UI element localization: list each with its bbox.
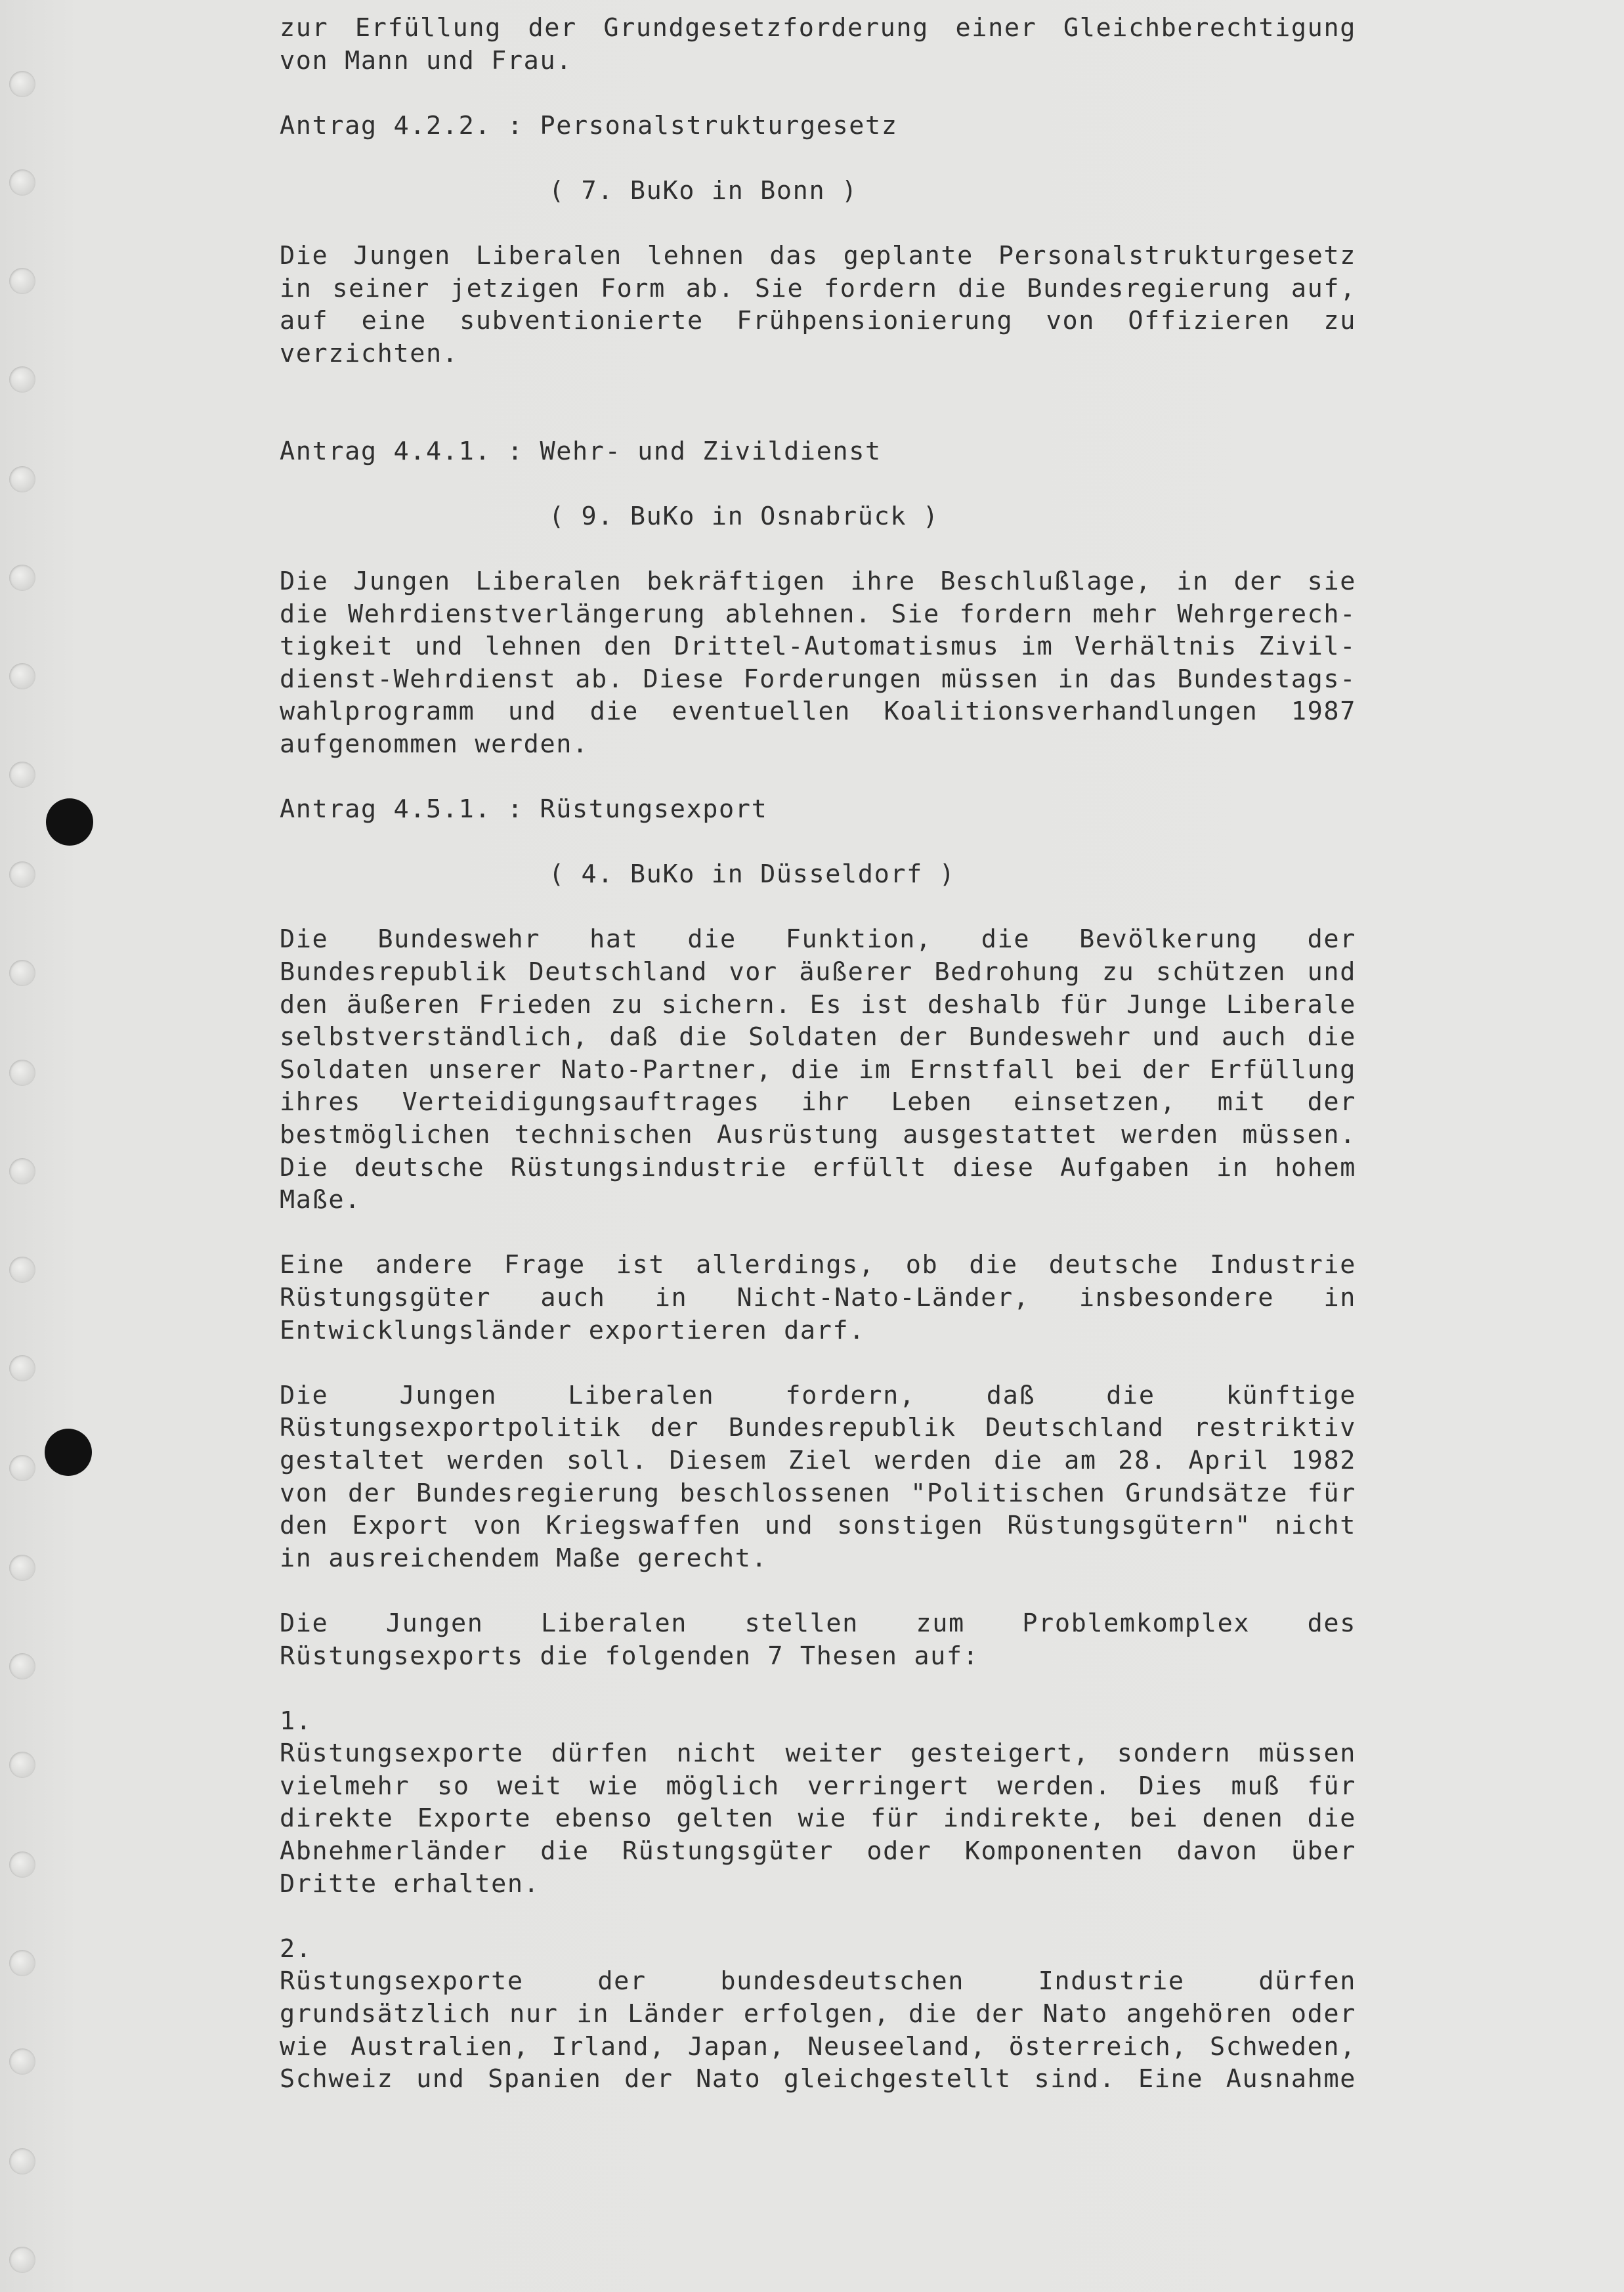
paragraph-line: verzichten. xyxy=(280,338,459,368)
punch-hole xyxy=(9,1455,35,1481)
punch-hole xyxy=(9,1752,35,1778)
punch-hole xyxy=(9,565,35,591)
punch-hole xyxy=(9,1158,35,1184)
thesis-number: 1. xyxy=(280,1706,312,1736)
antrag-reference: ( 9. BuKo in Osnabrück ) xyxy=(549,501,939,531)
punch-hole xyxy=(9,366,35,393)
paragraph-line: von der Bundesregierung beschlossenen "Politischen Grundsätze für xyxy=(280,1478,1356,1508)
paragraph-line: selbstverständlich, daß die Soldaten der Bundeswehr und auch die xyxy=(280,1022,1356,1052)
paragraph-line: ihres Verteidigungsauftrages ihr Leben einsetzen, mit der xyxy=(280,1087,1356,1117)
paragraph-line: den äußeren Frieden zu sichern. Es ist deshalb für Junge Liberale xyxy=(280,989,1356,1020)
punch-hole xyxy=(9,466,35,492)
paragraph-line: Die Jungen Liberalen fordern, daß die künftige xyxy=(280,1380,1356,1410)
punch-hole xyxy=(9,2247,35,2273)
thesis-line: Abnehmerländer die Rüstungsgüter oder Komponenten davon über xyxy=(280,1836,1356,1867)
paragraph-line: den Export von Kriegswaffen und sonstigen Rüstungsgütern" nicht xyxy=(280,1511,1356,1541)
paragraph-line: dienst-Wehrdienst ab. Diese Forderungen müssen in das Bundestags- xyxy=(280,664,1356,694)
punch-hole xyxy=(9,663,35,689)
antrag-heading: Antrag 4.2.2. : Personalstrukturgesetz xyxy=(280,110,898,141)
punch-hole xyxy=(9,2048,35,2075)
punch-hole xyxy=(9,1355,35,1381)
antrag-reference: ( 7. BuKo in Bonn ) xyxy=(549,175,858,205)
paragraph-line: in ausreichendem Maße gerecht. xyxy=(280,1543,768,1573)
punch-hole xyxy=(9,762,35,788)
antrag-heading: Antrag 4.5.1. : Rüstungsexport xyxy=(280,794,768,825)
punch-hole xyxy=(9,1555,35,1581)
punch-hole xyxy=(9,1060,35,1086)
antrag-heading: Antrag 4.4.1. : Wehr- und Zivildienst xyxy=(280,436,882,466)
punch-hole xyxy=(9,1950,35,1976)
intro-line: von Mann und Frau. xyxy=(280,45,573,76)
punch-hole xyxy=(9,2148,35,2174)
punch-hole xyxy=(9,71,35,97)
thesis-line: Rüstungsexporte dürfen nicht weiter gesteigert, sondern müssen xyxy=(280,1739,1356,1769)
binder-hole xyxy=(45,1429,92,1476)
antrag-reference: ( 4. BuKo in Düsseldorf ) xyxy=(549,859,956,890)
paragraph-line: Die deutsche Rüstungsindustrie erfüllt diese Aufgaben in hohem xyxy=(280,1152,1356,1182)
paragraph-line: Die Jungen Liberalen lehnen das geplante Personalstrukturgesetz xyxy=(280,241,1356,271)
paragraph-line: Rüstungsgüter auch in Nicht-Nato-Länder, insbesondere in xyxy=(280,1282,1356,1312)
paragraph-line: Rüstungsexports die folgenden 7 Thesen auf: xyxy=(280,1641,979,1671)
paragraph-line: tigkeit und lehnen den Drittel-Automatismus im Verhältnis Zivil- xyxy=(280,632,1356,662)
thesis-line: direkte Exporte ebenso gelten wie für indirekte, bei denen die xyxy=(280,1804,1356,1834)
paragraph-line: Die Jungen Liberalen stellen zum Problemkomplex des xyxy=(280,1608,1356,1638)
paragraph-line: Soldaten unserer Nato-Partner, die im Ernstfall bei der Erfüllung xyxy=(280,1054,1356,1085)
paragraph-line: Entwicklungsländer exportieren darf. xyxy=(280,1315,866,1345)
paragraph-line: Die Bundeswehr hat die Funktion, die Bevölkerung der xyxy=(280,924,1356,955)
paragraph-line: Rüstungsexportpolitik der Bundesrepublik Deutschland restriktiv xyxy=(280,1413,1356,1443)
thesis-line: wie Australien, Irland, Japan, Neuseeland, österreich, Schweden, xyxy=(280,2031,1356,2062)
thesis-line: grundsätzlich nur in Länder erfolgen, die der Nato angehören oder xyxy=(280,1999,1356,2029)
punch-hole xyxy=(9,1653,35,1679)
punch-hole xyxy=(9,268,35,294)
thesis-line: Dritte erhalten. xyxy=(280,1869,540,1899)
thesis-line: vielmehr so weit wie möglich verringert werden. Dies muß für xyxy=(280,1771,1356,1801)
document-page xyxy=(280,12,1356,2096)
thesis-line: Schweiz und Spanien der Nato gleichgestellt sind. Eine Ausnahme xyxy=(280,2064,1356,2094)
paragraph-line: Bundesrepublik Deutschland vor äußerer Bedrohung zu schützen und xyxy=(280,957,1356,987)
paragraph-line: Die Jungen Liberalen bekräftigen ihre Beschlußlage, in der sie xyxy=(280,566,1356,596)
paragraph-line: auf eine subventionierte Frühpensionierung von Offizieren zu xyxy=(280,306,1356,336)
paragraph-line: Maße. xyxy=(280,1185,361,1215)
punch-hole xyxy=(9,1851,35,1878)
paragraph-line: Eine andere Frage ist allerdings, ob die deutsche Industrie xyxy=(280,1250,1356,1280)
paragraph-line: gestaltet werden soll. Diesem Ziel werden die am 28. April 1982 xyxy=(280,1445,1356,1475)
paragraph-line: wahlprogramm und die eventuellen Koalitionsverhandlungen 1987 xyxy=(280,697,1356,727)
punch-hole xyxy=(9,861,35,888)
binder-hole xyxy=(46,798,93,846)
paragraph-line: in seiner jetzigen Form ab. Sie fordern die Bundesregierung auf, xyxy=(280,273,1356,303)
intro-line: zur Erfüllung der Grundgesetzforderung einer Gleichberechtigung xyxy=(280,13,1356,43)
thesis-number: 2. xyxy=(280,1934,312,1964)
paragraph-line: aufgenommen werden. xyxy=(280,729,589,759)
punch-hole xyxy=(9,1257,35,1283)
paragraph-line: die Wehrdienstverlängerung ablehnen. Sie fordern mehr Wehrgerech- xyxy=(280,599,1356,629)
thesis-line: Rüstungsexporte der bundesdeutschen Industrie dürfen xyxy=(280,1966,1356,1997)
paragraph-line: bestmöglichen technischen Ausrüstung ausgestattet werden müssen. xyxy=(280,1120,1356,1150)
punch-hole xyxy=(9,169,35,196)
punch-hole xyxy=(9,960,35,986)
